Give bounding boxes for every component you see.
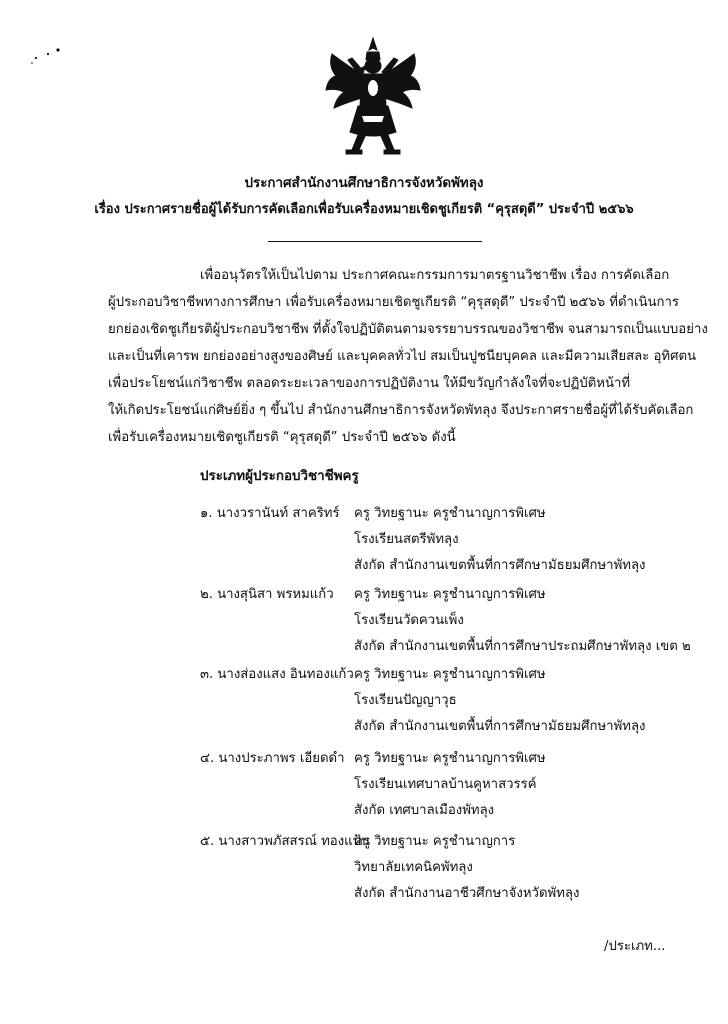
body-paragraph-line: เพื่อรับเครื่องหมายเชิดชูเกียรติ “คุรุสดุดี” ประจำปี ๒๕๖๖ ดังนี้ [108, 430, 456, 445]
body-paragraph-line: เพื่ออนุวัตรให้เป็นไปตาม ประกาศคณะกรรมการมาตรฐานวิชาชีพ เรื่อง การคัดเลือก [200, 268, 670, 283]
continuation-marker: /ประเภท... [604, 939, 666, 954]
nominee-organization: วิทยาลัยเทคนิคพัทลุง [354, 860, 473, 875]
body-paragraph-line: ผู้ประกอบวิชาชีพทางการศึกษา เพื่อรับเครื่องหมายเชิดชูเกียรติ “คุรุสดุดี” ประจำปี ๒๕๖๖ ที่ดำเนินการ [108, 295, 679, 310]
nominee-entry [200, 747, 700, 827]
announcement-title: ประกาศสำนักงานศึกษาธิการจังหวัดพัทลุง [244, 176, 484, 191]
nominee-position: ครู วิทยฐานะ ครูชำนาญการพิเศษ [354, 667, 546, 682]
category-heading: ประเภทผู้ประกอบวิชาชีพครู [200, 469, 359, 484]
nominee-position: ครู วิทยฐานะ ครูชำนาญการพิเศษ [354, 506, 546, 521]
nominee-entry [200, 583, 700, 663]
nominee-entry [200, 663, 700, 743]
nominee-position: ครู วิทยฐานะ ครูชำนาญการพิเศษ [354, 587, 546, 602]
nominee-name: ๔. นางประภาพร เอียดดำ [200, 751, 345, 766]
title-divider [268, 241, 482, 242]
nominee-name: ๓. นางส่องแสง อินทองแก้ว [200, 667, 354, 682]
nominee-entry [200, 502, 700, 582]
announcement-subject: เรื่อง ประกาศรายชื่อผู้ได้รับการคัดเลือกเพื่อรับเครื่องหมายเชิดชูเกียรติ “คุรุสดุดี” ประจำปี ๒๕๖๖ [94, 202, 634, 217]
scan-speck-marks [28, 44, 78, 68]
nominee-position: ครู วิทยฐานะ ครูชำนาญการ [354, 834, 516, 849]
nominee-organization: โรงเรียนวัดควนเพ็ง [354, 613, 464, 628]
garuda-emblem [318, 36, 428, 156]
nominee-affiliation: สังกัด สำนักงานเขตพื้นที่การศึกษามัธยมศึกษาพัทลุง [354, 719, 646, 734]
nominee-affiliation: สังกัด สำนักงานเขตพื้นที่การศึกษามัธยมศึกษาพัทลุง [354, 558, 646, 573]
nominee-entry [200, 830, 700, 910]
body-paragraph-line: และเป็นที่เคารพ ยกย่องอย่างสูงของศิษย์ และบุคคลทั่วไป สมเป็นปูชนียบุคคล และมีความเสียสละ อุทิศตน [108, 349, 697, 364]
nominee-affiliation: สังกัด สำนักงานอาชีวศึกษาจังหวัดพัทลุง [354, 886, 580, 901]
nominee-position: ครู วิทยฐานะ ครูชำนาญการพิเศษ [354, 751, 546, 766]
body-paragraph-line: ให้เกิดประโยชน์แก่ศิษย์ยิ่ง ๆ ขึ้นไป สำนักงานศึกษาธิการจังหวัดพัทลุง จึงประกาศรายชื่อผู้ที่ได้รับคัดเลือก [108, 403, 694, 418]
nominee-name: ๒. นางสุนิสา พรหมแก้ว [200, 587, 334, 602]
nominee-affiliation: สังกัด สำนักงานเขตพื้นที่การศึกษาประถมศึกษาพัทลุง เขต ๒ [354, 639, 691, 654]
body-paragraph-line: เพื่อประโยชน์แก่วิชาชีพ ตลอดระยะเวลาของการปฏิบัติงาน ให้มีขวัญกำลังใจที่จะปฏิบัติหน้าที่ [108, 376, 631, 391]
nominee-organization: โรงเรียนปัญญาวุธ [354, 693, 457, 708]
nominee-name: ๑. นางวรานันท์ สาคริทร์ [200, 506, 340, 521]
nominee-affiliation: สังกัด เทศบาลเมืองพัทลุง [354, 803, 495, 818]
nominee-organization: โรงเรียนเทศบาลบ้านคูหาสวรรค์ [354, 777, 537, 792]
nominee-name: ๕. นางสาวพภัสสรณ์ ทองแป้น [200, 834, 371, 849]
nominee-organization: โรงเรียนสตรีพัทลุง [354, 532, 459, 547]
body-paragraph-line: ยกย่องเชิดชูเกียรติผู้ประกอบวิชาชีพ ที่ตั้งใจปฏิบัติตนตามจรรยาบรรณของวิชาชีพ จนสามารถเป็นแบบอย่าง [108, 322, 708, 337]
